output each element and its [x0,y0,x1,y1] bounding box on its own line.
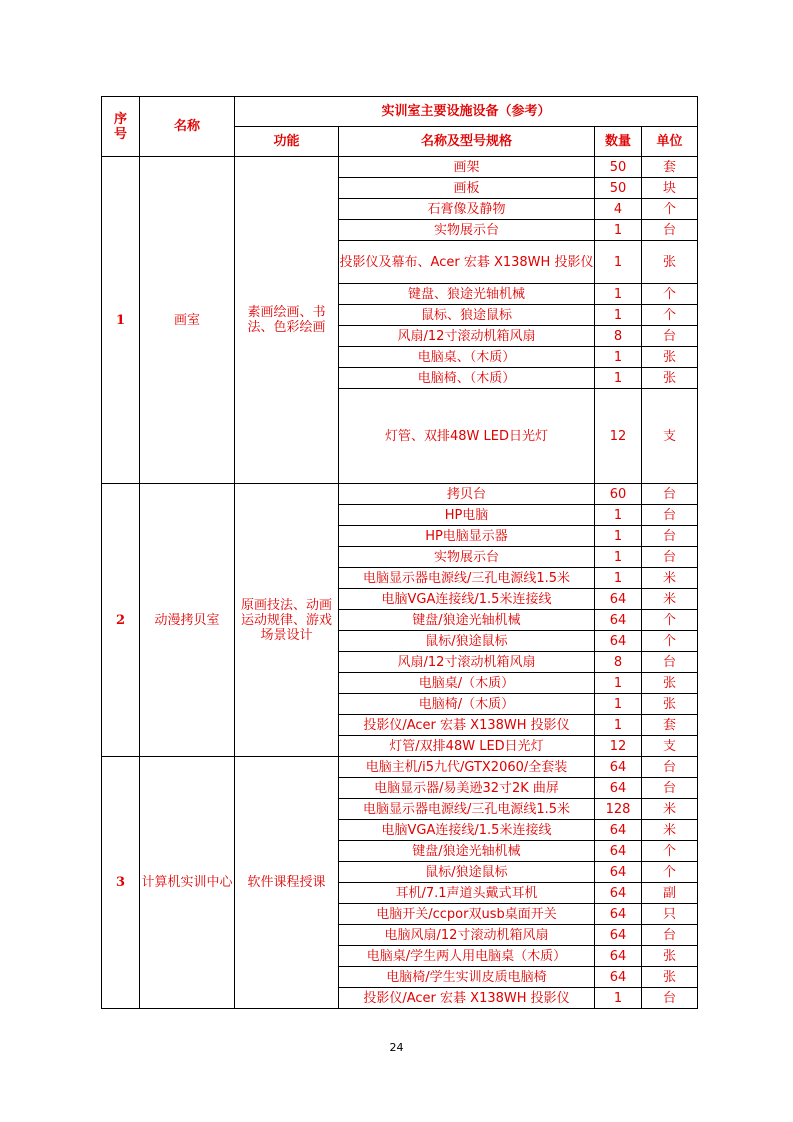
item-unit: 套 [642,157,698,178]
header-group [235,97,698,127]
item-unit: 张 [642,368,698,389]
item-unit: 张 [642,694,698,715]
item-spec: 投影仪及幕布、Acer 宏碁 X138WH 投影仪 [339,241,595,284]
item-unit: 个 [642,862,698,883]
room-name: 画室 [140,157,235,484]
item-spec: HP电脑显示器 [339,526,595,547]
header-unit [642,127,698,157]
item-unit: 台 [642,326,698,347]
item-unit: 台 [642,220,698,241]
item-unit: 张 [642,241,698,284]
item-unit: 张 [642,347,698,368]
item-spec: 电脑风扇/12寸滚动机箱风扇 [339,925,595,946]
item-unit: 只 [642,904,698,925]
item-quantity: 64 [595,778,642,799]
header-qty-label: 数量 [604,134,631,149]
item-quantity: 64 [595,631,642,652]
item-unit: 张 [642,673,698,694]
item-quantity: 64 [595,757,642,778]
item-unit: 块 [642,178,698,199]
item-unit: 个 [642,631,698,652]
item-unit: 台 [642,652,698,673]
item-quantity: 60 [595,484,642,505]
item-spec: 投影仪/Acer 宏碁 X138WH 投影仪 [339,988,595,1009]
item-unit: 台 [642,778,698,799]
item-quantity: 64 [595,904,642,925]
room-function: 原画技法、动画运动规律、游戏场景设计 [235,484,339,757]
item-quantity: 128 [595,799,642,820]
item-spec: 电脑显示器电源线/三孔电源线1.5米 [339,799,595,820]
header-name-label: 名称 [173,119,200,134]
item-spec: 电脑椅/学生实训皮质电脑椅 [339,967,595,988]
item-spec: 电脑显示器/易美逊32寸2K 曲屏 [339,778,595,799]
item-quantity: 1 [595,505,642,526]
item-spec: 风扇/12寸滚动机箱风扇 [339,652,595,673]
item-unit: 个 [642,199,698,220]
header-function-label: 功能 [273,134,300,149]
item-quantity: 64 [595,967,642,988]
item-unit: 台 [642,526,698,547]
item-quantity: 1 [595,673,642,694]
item-spec: 灯管/双排48W LED日光灯 [339,736,595,757]
item-quantity: 64 [595,862,642,883]
item-spec: 键盘/狼途光轴机械 [339,610,595,631]
item-unit: 个 [642,284,698,305]
room-function: 素画绘画、书法、色彩绘画 [235,157,339,484]
item-quantity: 64 [595,946,642,967]
item-unit: 支 [642,389,698,484]
item-spec: 电脑椅、（木质） [339,368,595,389]
item-unit: 张 [642,967,698,988]
header-spec-label: 名称及型号规格 [420,134,512,149]
item-quantity: 64 [595,925,642,946]
room-number: 1 [102,157,140,484]
room-name: 动漫拷贝室 [140,484,235,757]
item-quantity: 12 [595,736,642,757]
item-unit: 米 [642,799,698,820]
item-unit: 支 [642,736,698,757]
equipment-table [101,96,698,1009]
item-spec: 电脑VGA连接线/1.5米连接线 [339,820,595,841]
item-spec: 鼠标/狼途鼠标 [339,631,595,652]
header-qty [595,127,642,157]
room-function: 软件课程授课 [235,757,339,1009]
item-unit: 张 [642,946,698,967]
item-unit: 台 [642,547,698,568]
equipment-table-body [102,97,698,1009]
header-name [140,97,235,157]
item-unit: 套 [642,715,698,736]
item-quantity: 1 [595,347,642,368]
item-spec: 电脑开关/ccpor双usb桌面开关 [339,904,595,925]
item-spec: 电脑桌、（木质） [339,347,595,368]
item-spec: 键盘/狼途光轴机械 [339,841,595,862]
item-spec: 电脑显示器电源线/三孔电源线1.5米 [339,568,595,589]
item-quantity: 1 [595,284,642,305]
item-spec: 电脑VGA连接线/1.5米连接线 [339,589,595,610]
item-quantity: 64 [595,820,642,841]
header-group-label: 实训室主要设施设备（参考） [381,104,551,119]
item-quantity: 4 [595,199,642,220]
item-spec: 电脑桌/（木质） [339,673,595,694]
item-quantity: 64 [595,610,642,631]
item-spec: 实物展示台 [339,547,595,568]
item-spec: 画架 [339,157,595,178]
item-unit: 米 [642,589,698,610]
item-spec: HP电脑 [339,505,595,526]
item-spec: 鼠标、狼途鼠标 [339,305,595,326]
item-quantity: 1 [595,568,642,589]
item-spec: 投影仪/Acer 宏碁 X138WH 投影仪 [339,715,595,736]
item-quantity: 50 [595,178,642,199]
header-unit-label: 单位 [656,134,683,149]
item-quantity: 1 [595,988,642,1009]
item-unit: 米 [642,568,698,589]
page-number: 24 [389,1041,404,1054]
header-function [235,127,339,157]
item-quantity: 1 [595,305,642,326]
item-spec: 灯管、双排48W LED日光灯 [339,389,595,484]
item-unit: 副 [642,883,698,904]
item-spec: 电脑桌/学生两人用电脑桌（木质） [339,946,595,967]
table-row [102,157,698,178]
item-unit: 个 [642,841,698,862]
item-unit: 台 [642,925,698,946]
room-number: 2 [102,484,140,757]
room-name: 计算机实训中心 [140,757,235,1009]
item-quantity: 1 [595,220,642,241]
header-seq [102,97,140,157]
item-spec: 实物展示台 [339,220,595,241]
item-quantity: 64 [595,841,642,862]
item-unit: 台 [642,757,698,778]
header-seq-label: 序 号 [113,111,127,142]
item-unit: 台 [642,484,698,505]
item-unit: 个 [642,610,698,631]
item-unit: 台 [642,988,698,1009]
item-quantity: 1 [595,715,642,736]
item-spec: 风扇/12寸滚动机箱风扇 [339,326,595,347]
header-spec [339,127,595,157]
item-spec: 画板 [339,178,595,199]
room-number: 3 [102,757,140,1009]
item-spec: 电脑椅/（木质） [339,694,595,715]
table-row [102,757,698,778]
item-quantity: 1 [595,368,642,389]
item-spec: 拷贝台 [339,484,595,505]
item-quantity: 12 [595,389,642,484]
item-quantity: 64 [595,589,642,610]
item-unit: 个 [642,305,698,326]
item-quantity: 8 [595,326,642,347]
item-unit: 台 [642,505,698,526]
item-quantity: 50 [595,157,642,178]
table-row [102,484,698,505]
item-spec: 键盘、狼途光轴机械 [339,284,595,305]
item-quantity: 8 [595,652,642,673]
item-quantity: 1 [595,526,642,547]
item-spec: 石膏像及静物 [339,199,595,220]
item-spec: 耳机/7.1声道头戴式耳机 [339,883,595,904]
item-quantity: 64 [595,883,642,904]
item-spec: 鼠标/狼途鼠标 [339,862,595,883]
item-quantity: 1 [595,547,642,568]
item-quantity: 1 [595,241,642,284]
item-quantity: 1 [595,694,642,715]
item-unit: 米 [642,820,698,841]
item-spec: 电脑主机/i5九代/GTX2060/全套装 [339,757,595,778]
